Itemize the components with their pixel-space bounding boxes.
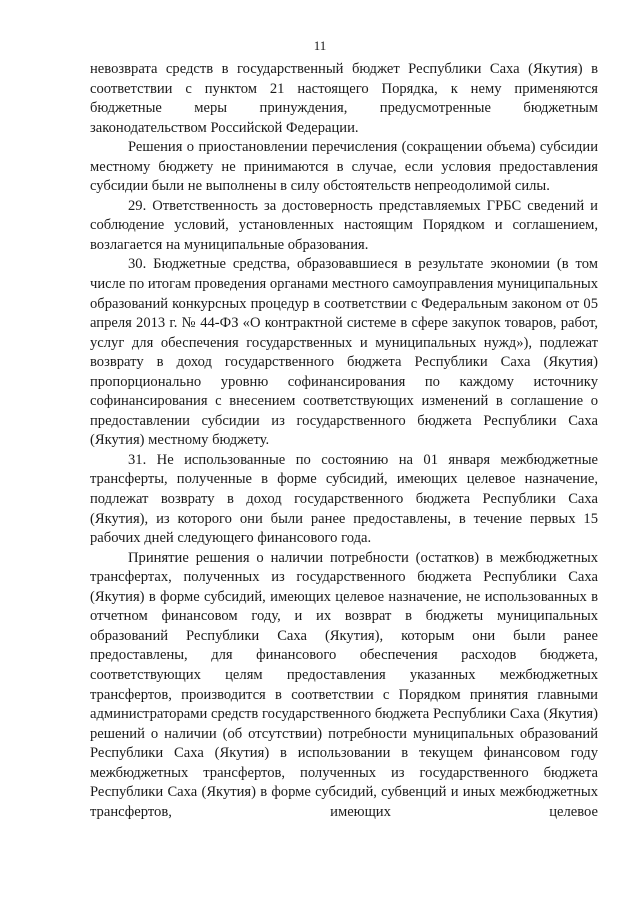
paragraph-return-decision: Принятие решения о наличии потребности (остатков) в межбюджетных трансфертах, полученных из государственного бюджета Республики Саха (Якутия) в форме субсидий, имеющих целевое назначение, не использованных в отчетном финансовом году, и их возврат в бюджеты муниципальных образований Республики Саха (Якутия), которым они были ранее предоставлены, для финансового обеспечения расходов бюджета, соответствующих целям предоставления указанных межбюджетных трансфертов, производится в соответствии с Порядком принятия главными администраторами средств государственного бюджета Республики Саха (Якутия) решений о наличии (об отсутствии) потребности муниципальных образований Республики Саха (Якутия) в использовании в текущем финансовом году межбюджетных трансфертов, полученных из государственного бюджета Республики Саха (Якутия) в форме субсидий, субвенций и иных межбюджетных трансфертов, имеющих целевое	[90, 549, 598, 820]
paragraph-suspension-decisions: Решения о приостановлении перечисления (сокращении объема) субсидии местному бюджету не принимаются в случае, если условия предоставления субсидии были не выполнены в силу обстоятельств непреодолимой силы.	[90, 139, 598, 195]
paragraph-continuation: невозврата средств в государственный бюджет Республики Саха (Якутия) в соответствии с пунктом 21 настоящего Порядка, к нему применяются бюджетные меры принуждения, предусмотренные бюджетным законодательством Российской Федерации.	[90, 61, 598, 136]
paragraph-30: 30. Бюджетные средства, образовавшиеся в результате экономии (в том числе по итогам проведения органами местного самоуправления муниципальных образований конкурсных процедур в соответствии с Федеральным законом от 05 апреля 2013 г. № 44-ФЗ «О контрактной системе в сфере закупок товаров, работ, услуг для обеспечения государственных и муниципальных нужд»), подлежат возврату в доход государственного бюджета Республики Саха (Якутия) пропорционально уровню софинансирования по каждому источнику софинансирования с внесением соответствующих изменений в соглашение о предоставлении субсидии из государственного бюджета Республики Саха (Якутия) местному бюджету.	[90, 256, 598, 449]
page-number: 11	[313, 38, 327, 53]
document-body	[90, 60, 598, 822]
paragraph-29: 29. Ответственность за достоверность представляемых ГРБС сведений и соблюдение условий, установленных настоящим Порядком и соглашением, возлагается на муниципальные образования.	[90, 197, 598, 253]
paragraph-31: 31. Не использованные по состоянию на 01 января межбюджетные трансферты, полученные в форме субсидий, имеющих целевое назначение, подлежат возврату в доход государственного бюджета Республики Саха (Якутия), из которого они были ранее предоставлены, в течение первых 15 рабочих дней следующего финансового года.	[90, 451, 598, 547]
